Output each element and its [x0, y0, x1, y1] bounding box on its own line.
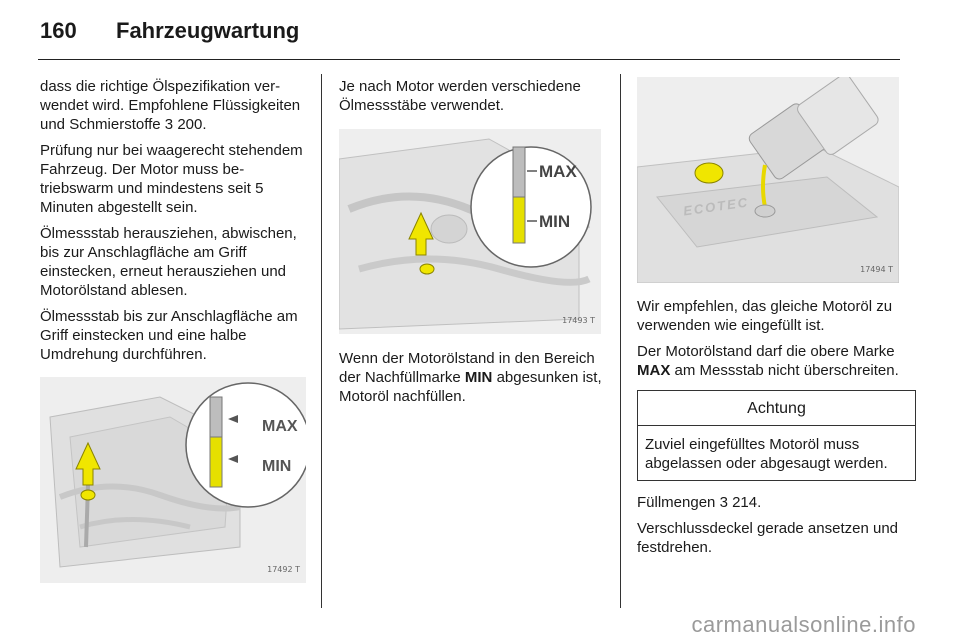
column-1	[40, 77, 308, 583]
figure-dipstick-engine-1	[40, 377, 306, 583]
paragraph-refill-min: Wenn der Motorölstand in den Bereich der Nachfüllmarke MIN abgesunken ist, Motoröl nachfüllen.	[339, 350, 602, 405]
page-number: 160	[40, 18, 77, 43]
paragraph-read-dipstick: Ölmessstab herausziehen, abwischen, bis zur Anschlagfläche am Griff einstecken, erneut herausziehen und Motorölstand ablesen.	[40, 225, 297, 299]
figure-dipstick-engine-2	[339, 129, 601, 334]
paragraph-cap-instructions: Verschlussdeckel gerade ansetzen und festdrehen.	[637, 520, 899, 556]
header-rule	[38, 59, 900, 60]
min-mark-label: MIN	[262, 458, 292, 475]
book-reference-icon: 3	[719, 494, 728, 511]
site-watermark: carmanualsonline.info	[691, 612, 916, 637]
paragraph-check-conditions: Prüfung nur bei waagerecht stehendem Fahrzeug. Der Motor muss betriebswarm und mindestens seit 5 Minuten abgestellt sein.	[40, 142, 303, 216]
paragraph-max-limit: Der Motorölstand darf die obere Marke MAX am Messstab nicht überschreiten.	[637, 343, 899, 379]
paragraph-dipstick-types: Je nach Motor werden verschiedene Ölmessstäbe verwendet.	[339, 78, 581, 114]
paragraph-same-oil: Wir empfehlen, das gleiche Motoröl zu verwenden wie eingefüllt ist.	[637, 298, 893, 334]
paragraph-insert-dipstick: Ölmessstab bis zur Anschlagfläche am Griff einstecken und eine halbe Umdrehung durchführen.	[40, 308, 298, 363]
engine-illustration	[40, 377, 306, 583]
min-mark-label: MIN	[539, 212, 571, 231]
figure-number: 17492 T	[267, 565, 300, 574]
figure-number: 17493 T	[562, 316, 595, 325]
column-3	[637, 77, 905, 564]
column-2	[339, 77, 607, 413]
page-title: Fahrzeugwartung	[116, 18, 300, 43]
max-mark-text: MAX	[637, 362, 671, 379]
book-reference-icon: 3	[164, 116, 174, 133]
max-mark-label: MAX	[539, 162, 577, 181]
engine-brand-label: ECOTEC	[682, 194, 750, 219]
max-mark-label: MAX	[262, 418, 298, 435]
figure-oil-refill	[637, 77, 899, 283]
warning-box	[637, 390, 916, 481]
warning-body: Zuviel eingefülltes Motoröl muss abgelassen oder abgesaugt werden.	[645, 436, 888, 472]
engine-refill-illustration	[637, 77, 899, 283]
engine-illustration	[339, 129, 601, 334]
column-divider-2	[620, 74, 621, 608]
column-divider-1	[321, 74, 322, 608]
min-mark-text: MIN	[464, 369, 493, 386]
paragraph-fill-quantities: Füllmengen 3 214.	[637, 494, 762, 511]
figure-number: 17494 T	[860, 265, 893, 274]
paragraph-oil-spec: dass die richtige Ölspezifikation verwendet wird. Empfohlene Flüssigkeiten und Schmierstoffe 3 200.	[40, 78, 301, 133]
warning-title: Achtung	[638, 391, 915, 426]
